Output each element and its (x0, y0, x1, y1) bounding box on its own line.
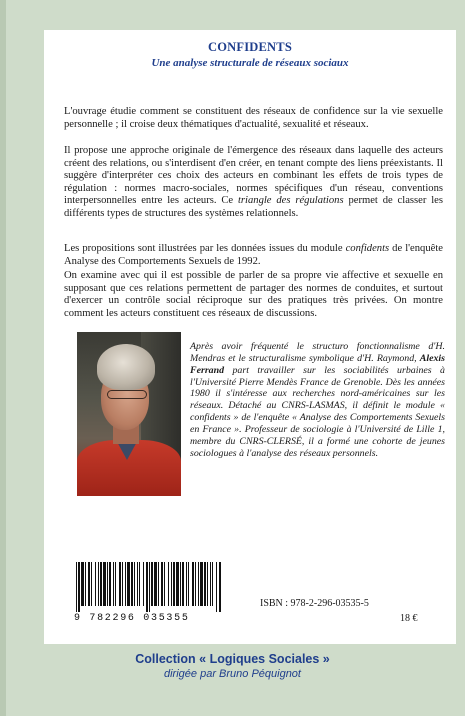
collection-director: dirigée par Bruno Péquignot (164, 668, 301, 680)
collection-name: Collection « Logiques Sociales » (135, 652, 330, 666)
summary-paragraph-2-text: Il propose une approche originale de l'émergence des réseaux dans laquelle des acteurs créent des relations, ou s'interdisent d'en créer, en tenant compte des liens préexistants. Il suggère d'interpréter ces choix des acteurs en combinant les effets de trois types de régulation : normes macro-sociales, normes spécifiques d'un réseau, conventions interpersonnelles entre les acteurs. Ce (64, 145, 443, 206)
barcode-bar (207, 562, 208, 606)
summary-paragraph-3-emphasis: confidents (345, 243, 390, 254)
barcode-bar (127, 562, 130, 606)
author-bio-end: part travailler sur les sociabilités urbaines à l'Université Pierre Mendès France de Grenoble. Dès les années 1980 il s'intéresse aux recherches nord-américaines sur les réseaux. Détaché au CNRS-LASMAS, il définit le module « confidents » de l'enquête « Analyse des Comportements Sexuels en France ». Professeur de sociologie à l'Université de Lille 1, membre du CNRS-CLERSÉ, il a formé une cohorte de jeunes sociologues à l'analyse des réseaux personnels. (190, 364, 445, 459)
author-glasses (107, 390, 147, 399)
barcode-bar (216, 562, 217, 612)
summary-paragraph-2 (64, 145, 443, 220)
spine-edge (0, 0, 6, 716)
barcode-bar (149, 562, 150, 612)
book-subtitle: Une analyse structurale de réseaux sociaux (151, 57, 349, 69)
barcode-bar (161, 562, 163, 606)
barcode-bar (100, 562, 102, 606)
barcode-bar (164, 562, 165, 606)
barcode-bar (103, 562, 106, 606)
barcode-bar (176, 562, 179, 606)
barcode-bar (98, 562, 99, 606)
barcode (64, 558, 230, 626)
barcode-bar (78, 562, 80, 612)
barcode-bar (85, 562, 86, 606)
author-bio (190, 341, 445, 459)
barcode-bar (119, 562, 121, 606)
price: 18 € (400, 613, 418, 624)
barcode-bar (198, 562, 199, 606)
barcode-number: 9 782296 035355 (74, 613, 190, 624)
barcode-bar (139, 562, 140, 606)
barcode-bar (122, 562, 123, 606)
barcode-bar (115, 562, 116, 606)
barcode-bar (186, 562, 187, 606)
barcode-bar (88, 562, 90, 606)
barcode-bar (95, 562, 96, 606)
barcode-bar (180, 562, 181, 606)
barcode-bar (212, 562, 213, 606)
barcode-bar (188, 562, 189, 606)
barcode-bar (219, 562, 221, 612)
barcode-bar (171, 562, 172, 606)
barcode-bar (76, 562, 77, 612)
barcode-bar (204, 562, 206, 606)
summary-paragraph-2-emphasis: triangle des régulations (237, 195, 344, 206)
barcode-bar (151, 562, 153, 606)
barcode-bar (91, 562, 92, 606)
summary-paragraph-3-text: Les propositions sont illustrées par les données issues du module (64, 243, 346, 254)
barcode-bar (137, 562, 138, 606)
barcode-bar (81, 562, 84, 606)
barcode-bars (74, 562, 224, 612)
barcode-bar (113, 562, 114, 606)
summary-paragraph-4: On examine avec qui il est possible de parler de sa propre vie affective et sexuelle en supposant que ces relations permettent de partager des normes de conduites, et surtout d'exercer un contrôle social réciproque sur des pratiques très privées. On montre comment les acteurs constituent ces réseaux de discussions. (64, 270, 443, 319)
author-hair (97, 344, 155, 390)
summary-paragraph-3-end: de l'enquête Analyse des Comportements Sexuels de 1992. (64, 243, 443, 267)
summary-paragraph-2-end: permet de classer les différents types de structures des systèmes relationnels. (64, 195, 443, 219)
author-photo (77, 332, 181, 496)
barcode-bar (131, 562, 133, 606)
barcode-bar (173, 562, 175, 606)
barcode-bar (109, 562, 111, 606)
summary-paragraph-1: L'ouvrage étudie comment se constituent des réseaux de confidence sur la vie sexuelle personnelle ; il croise deux thématiques d'actualité, sexualité et réseaux. (64, 106, 443, 130)
barcode-bar (107, 562, 108, 606)
barcode-bar (168, 562, 169, 606)
barcode-bar (134, 562, 135, 606)
barcode-bar (210, 562, 211, 606)
barcode-bar (143, 562, 144, 606)
author-bio-text: Après avoir fréquenté le structuro fonctionnalisme d'H. Mendras et le structuralisme symbolique d'H. Raymond, (190, 341, 445, 364)
barcode-bar (192, 562, 194, 606)
barcode-bar (125, 562, 126, 606)
barcode-bar (200, 562, 203, 606)
barcode-bar (154, 562, 157, 606)
author-name: Alexis Ferrand (190, 352, 445, 376)
summary-paragraph-3 (64, 243, 443, 268)
barcode-bar (182, 562, 184, 606)
isbn: ISBN : 978-2-296-03535-5 (260, 598, 369, 609)
text-panel (44, 30, 456, 644)
barcode-bar (146, 562, 148, 612)
barcode-bar (195, 562, 196, 606)
barcode-bar (158, 562, 159, 606)
book-title: CONFIDENTS (208, 40, 292, 54)
